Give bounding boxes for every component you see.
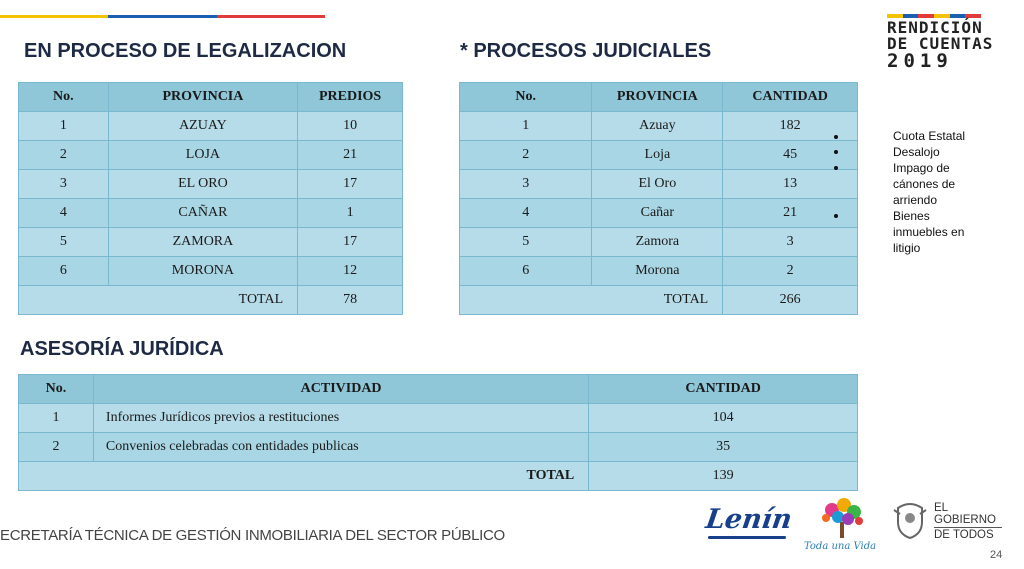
process-types-notes [893, 128, 993, 256]
note-line: Desalojo [893, 145, 940, 159]
total-row [460, 286, 858, 315]
note-line: Bienes [893, 209, 930, 223]
table-row [19, 112, 403, 141]
table-row [19, 257, 403, 286]
lenin-logo: Lenín [703, 504, 794, 535]
table-header-row [19, 83, 403, 112]
cell-provincia: El Oro [592, 170, 723, 199]
legalizacion-title: EN PROCESO DE LEGALIZACION [24, 40, 347, 62]
table-row [460, 170, 858, 199]
top-accent-line [0, 15, 325, 18]
table-row [460, 112, 858, 141]
cell-no: 3 [19, 170, 109, 199]
table-row [460, 141, 858, 170]
tree-logo-icon [812, 496, 872, 542]
cell-no: 3 [460, 170, 592, 199]
coat-of-arms-icon [892, 500, 928, 540]
cell-provincia: Cañar [592, 199, 723, 228]
table-header-row [460, 83, 858, 112]
cell-valor: 17 [298, 170, 403, 199]
cell-no: 1 [460, 112, 592, 141]
header-no: No. [19, 83, 109, 112]
tree-logo-caption: Toda una Vida [804, 541, 877, 552]
bullet-icon [834, 135, 838, 139]
total-value: 266 [723, 286, 858, 315]
table-row [19, 433, 858, 462]
gov-line-1: EL [934, 502, 949, 514]
bullet-icon [834, 150, 838, 154]
cell-valor: 12 [298, 257, 403, 286]
cell-no: 5 [460, 228, 592, 257]
cell-valor: 10 [298, 112, 403, 141]
lenin-logo-underline [708, 536, 786, 539]
cell-valor: 104 [589, 404, 858, 433]
cell-valor: 35 [589, 433, 858, 462]
cell-no: 2 [19, 433, 94, 462]
table-row [460, 199, 858, 228]
brand-line-1: RENDICIÓN [887, 18, 983, 37]
institution-name: ECRETARÍA TÉCNICA DE GESTIÓN INMOBILIARIA DEL SECTOR PÚBLICO [0, 527, 505, 544]
note-line: Impago de [893, 161, 950, 175]
header-no: No. [460, 83, 592, 112]
cell-provincia: LOJA [108, 141, 297, 170]
cell-provincia: CAÑAR [108, 199, 297, 228]
bullet-icon [834, 166, 838, 170]
cell-provincia: MORONA [108, 257, 297, 286]
cell-actividad: Convenios celebradas con entidades publicas [93, 433, 588, 462]
header-provincia: PROVINCIA [108, 83, 297, 112]
page-number: 24 [990, 549, 1003, 561]
gov-line-2: GOBIERNO [934, 514, 996, 526]
cell-valor: 21 [723, 199, 858, 228]
note-line: arriendo [893, 193, 938, 207]
cell-no: 2 [460, 141, 592, 170]
brand-line-2: DE CUENTAS [887, 34, 994, 53]
cell-actividad: Informes Jurídicos previos a restituciones [93, 404, 588, 433]
cell-valor: 45 [723, 141, 858, 170]
cell-no: 6 [460, 257, 592, 286]
table-row [19, 170, 403, 199]
cell-valor: 3 [723, 228, 858, 257]
total-value: 139 [589, 462, 858, 491]
bullet-icon [834, 214, 838, 218]
header-provincia: PROVINCIA [592, 83, 723, 112]
cell-provincia: AZUAY [108, 112, 297, 141]
gobierno-de-todos-logo [934, 502, 1002, 541]
note-line: cánones de [893, 177, 956, 191]
rendicion-cuentas-logo [887, 14, 1012, 71]
cell-provincia: Morona [592, 257, 723, 286]
legalizacion-table [18, 82, 403, 315]
header-no: No. [19, 375, 94, 404]
total-value: 78 [298, 286, 403, 315]
cell-valor: 2 [723, 257, 858, 286]
cell-no: 5 [19, 228, 109, 257]
total-row [19, 462, 858, 491]
gov-line-3: DE TODOS [934, 529, 994, 541]
cell-no: 2 [19, 141, 109, 170]
total-label: TOTAL [460, 286, 723, 315]
gov-divider [934, 527, 1002, 528]
judiciales-title: * PROCESOS JUDICIALES [460, 40, 712, 62]
cell-valor: 17 [298, 228, 403, 257]
asesoria-title: ASESORÍA JURÍDICA [20, 338, 224, 360]
table-row [19, 404, 858, 433]
cell-valor: 13 [723, 170, 858, 199]
header-cantidad: CANTIDAD [589, 375, 858, 404]
cell-provincia: Loja [592, 141, 723, 170]
cell-no: 4 [19, 199, 109, 228]
cell-valor: 182 [723, 112, 858, 141]
note-line: litigio [893, 241, 921, 255]
asesoria-table [18, 374, 858, 491]
table-header-row [19, 375, 858, 404]
cell-provincia: EL ORO [108, 170, 297, 199]
table-row [19, 199, 403, 228]
cell-provincia: Azuay [592, 112, 723, 141]
cell-no: 1 [19, 112, 109, 141]
judiciales-table [459, 82, 858, 315]
table-row [19, 228, 403, 257]
table-row [460, 257, 858, 286]
header-predios: PREDIOS [298, 83, 403, 112]
table-row [19, 141, 403, 170]
cell-valor: 1 [298, 199, 403, 228]
cell-provincia: Zamora [592, 228, 723, 257]
note-line: inmuebles en [893, 225, 965, 239]
header-actividad: ACTIVIDAD [93, 375, 588, 404]
total-label: TOTAL [19, 286, 298, 315]
table-row [460, 228, 858, 257]
cell-no: 6 [19, 257, 109, 286]
header-cantidad: CANTIDAD [723, 83, 858, 112]
cell-provincia: ZAMORA [108, 228, 297, 257]
note-line: Cuota Estatal [893, 129, 966, 143]
brand-year: 2019 [887, 50, 953, 72]
cell-no: 4 [460, 199, 592, 228]
total-label: TOTAL [19, 462, 589, 491]
cell-valor: 21 [298, 141, 403, 170]
cell-no: 1 [19, 404, 94, 433]
total-row [19, 286, 403, 315]
